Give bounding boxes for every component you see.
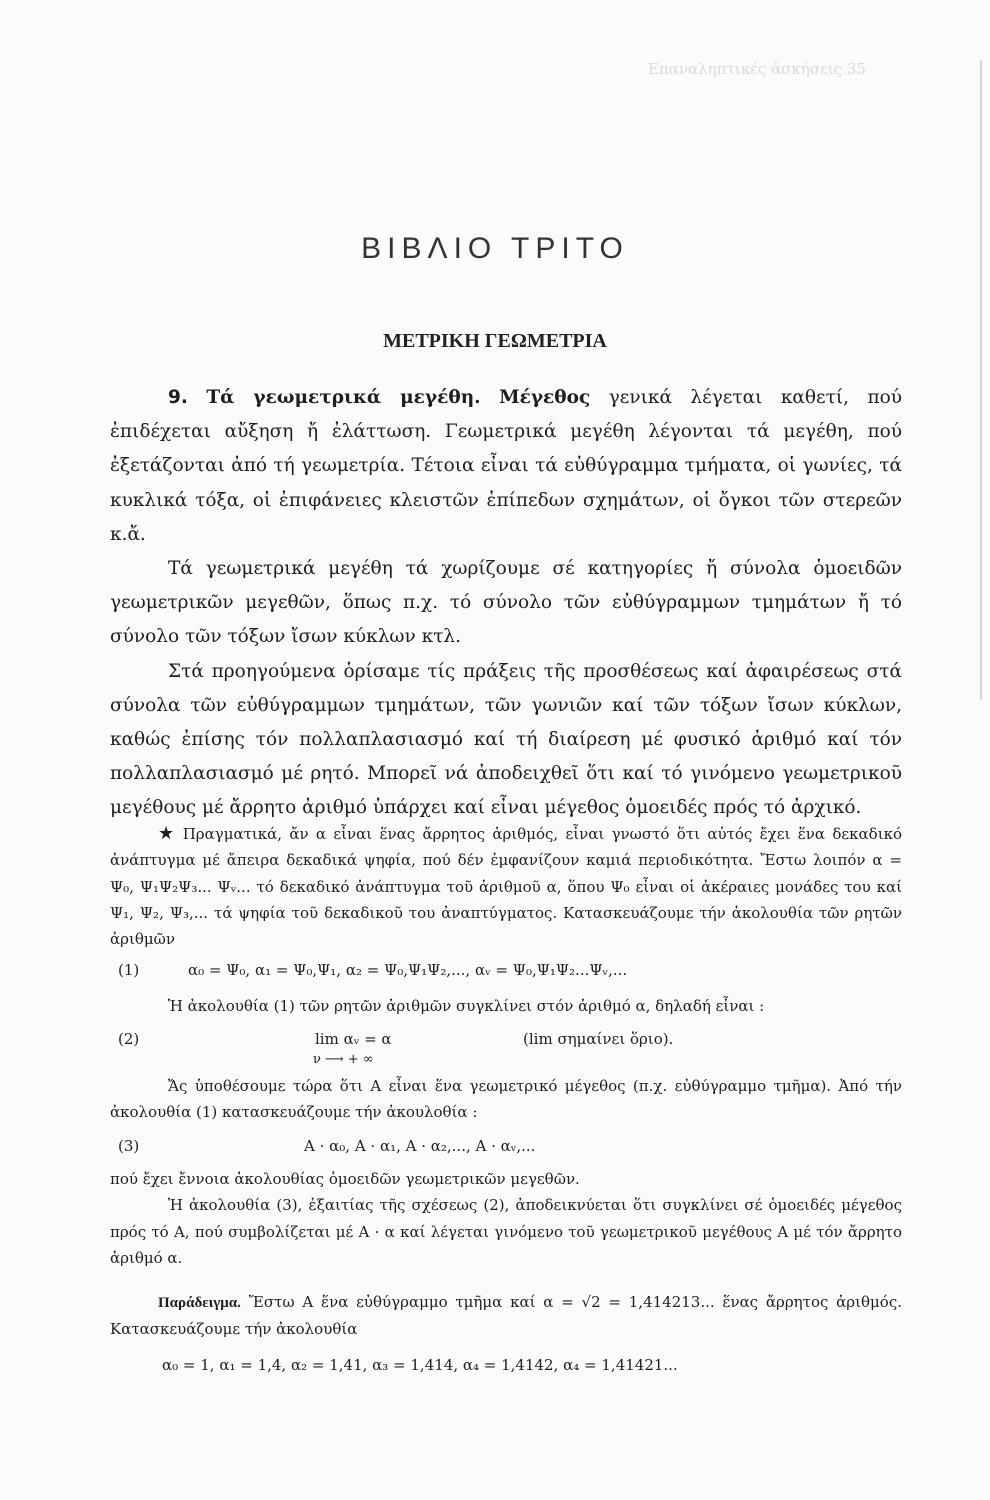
equation-2 — [118, 1030, 903, 1048]
bleed-through-header: Επαναληπτικές ἀσκήσεις 35 — [648, 60, 866, 78]
section-heading: Τά γεωμετρικά μεγέθη. — [206, 387, 481, 408]
note-block — [110, 1166, 902, 1271]
equation-number: (1) — [118, 961, 140, 979]
chapter-title: ΜΕΤΡΙΚΗ ΓΕΩΜΕΤΡΙΑ — [383, 330, 607, 352]
paragraph-text: γενικά λέγεται καθετί, πού ἐπιδέχεται αὔξηση ἤ ἐλάττωση. Γεωμετρικά μεγέθη λέγονται τά μεγέθη, πού ἐξετάζονται ἀπό τή γεωμετρία. Τέτοια εἶναι τά εὐθύγραμμα τμήματα, οἱ γωνίες, τά κυκλικά τόξα, οἱ ἐπιφάνειες κλειστῶν ἐπίπεδων σχημάτων, οἱ ὄγκοι τῶν στερεῶν κ.ἄ. — [110, 387, 902, 545]
example-text: Ἔστω Α ἕνα εὐθύγραμμο τμῆμα καί α = √2 = 1,414213... ἕνας ἄρρητος ἀριθμός. Κατασκευάζουμε τήν ἀκολουθία — [110, 1293, 902, 1339]
term-megethos: Μέγεθος — [499, 387, 591, 408]
paragraph: Τά γεωμετρικά μεγέθη τά χωρίζουμε σέ κατηγορίες ἤ σύνολα ὁμοειδῶν γεωμετρικῶν μεγεθῶν, ὅπως π.χ. τό σύνολο τῶν εὐθύγραμμων τμημάτων ἤ τό σύνολο τῶν τόξων ἴσων κύκλων κτλ. — [110, 558, 902, 648]
note-paragraph: ★ Πραγματικά, ἄν α εἶναι ἕνας ἄρρητος ἀριθμός, εἶναι γνωστό ὅτι αὐτός ἔχει ἕνα δεκαδικό ἀνάπτυγμα μέ ἄπειρα δεκαδικά ψηφία, πού δέν ἐμφανίζουν καμιά περιοδικότητα. Ἔστω λοιπόν α = Ψ₀, Ψ₁Ψ₂Ψ₃... Ψᵥ... τό δεκαδικό ἀνάπτυγμα τοῦ ἀριθμοῦ α, ὅπου Ψ₀ εἶναι οἱ ἀκέραιες μονάδες του καί Ψ₁, Ψ₂, Ψ₃,... τά ψηφία τοῦ δεκαδικοῦ του ἀναπτύγματος. Κατασκευάζουμε τήν ἀκολουθία τῶν ρητῶν ἀριθμῶν — [110, 823, 902, 949]
example-sequence: α₀ = 1, α₁ = 1,4, α₂ = 1,41, α₃ = 1,414, α₄ = 1,4142, α₄ = 1,41421... — [162, 1356, 678, 1374]
equation-number: (3) — [118, 1137, 140, 1155]
equation-comment: (lim σημαίνει ὅριο). — [523, 1030, 674, 1048]
equation-3 — [118, 1137, 903, 1155]
note-block — [110, 1073, 902, 1126]
equation-number: (2) — [118, 1030, 140, 1048]
main-text — [110, 381, 902, 826]
star-icon: ★ — [158, 823, 177, 844]
note-block — [110, 821, 902, 952]
equation-1 — [118, 961, 903, 979]
section-9-paragraph — [110, 381, 902, 552]
note-paragraph: πού ἔχει ἔννοια ἀκολουθίας ὁμοειδῶν γεωμετρικῶν μεγεθῶν. — [110, 1170, 580, 1188]
equation-body: α₀ = Ψ₀, α₁ = Ψ₀,Ψ₁, α₂ = Ψ₀,Ψ₁Ψ₂,..., αᵥ = Ψ₀,Ψ₁Ψ₂...Ψᵥ,... — [188, 961, 628, 979]
example-block — [110, 1289, 902, 1343]
note-paragraph: Ἡ ἀκολουθία (3), ἐξαιτίας τῆς σχέσεως (2), ἀποδεικνύεται ὅτι συγκλίνει σέ ὁμοειδές μέγεθος πρός τό Α, πού συμβολίζεται μέ Α · α καί λέγεται γινόμενο τοῦ γεωμετρικοῦ μεγέθους Α μέ τόν ἄρρητο ἀριθμό α. — [110, 1196, 902, 1267]
note-paragraph: Ἄς ὑποθέσουμε τώρα ὅτι Α εἶναι ἕνα γεωμετρικό μέγεθος (π.χ. εὐθύγραμμο τμῆμα). Ἀπό τήν ἀκολουθία (1) κατασκευάζουμε τήν ἀκουλοθία : — [110, 1077, 902, 1122]
equation-body: lim αᵥ = α — [315, 1030, 392, 1048]
limit-subscript: ν ⟶ + ∞ — [313, 1052, 374, 1067]
paragraph: Στά προηγούμενα ὁρίσαμε τίς πράξεις τῆς προσθέσεως καί ἀφαιρέσεως στά σύνολα τῶν εὐθύγραμμων τμημάτων, τῶν γωνιῶν καί τῶν τόξων ἴσων κύκλων, καθώς ἐπίσης τόν πολλαπλασιασμό καί τή διαίρεση μέ φυσικό ἀριθμό καί τόν πολλαπλασιασμό μέ ρητό. Μπορεῖ νά ἀποδειχθεῖ ὅτι καί τό γινόμενο γεωμετρικοῦ μεγέθους μέ ἄρρητο ἀριθμό ὑπάρχει καί εἶναι μέγεθος ὁμοειδές πρός τό ἀρχικό. — [110, 660, 902, 819]
note-block — [110, 993, 902, 1019]
page-edge-shadow — [980, 60, 982, 700]
section-number: 9. — [168, 387, 188, 408]
book-title: ΒΙΒΛΙΟ ΤΡΙΤΟ — [361, 232, 629, 265]
example-paragraph — [110, 1289, 902, 1343]
example-label: Παράδειγμα. — [158, 1295, 241, 1311]
note-paragraph: Ἡ ἀκολουθία (1) τῶν ρητῶν ἀριθμῶν συγκλίνει στόν ἀριθμό α, δηλαδή εἶναι : — [168, 997, 765, 1015]
equation-body: Α · α₀, Α · α₁, Α · α₂,..., Α · αᵥ,... — [304, 1137, 536, 1155]
